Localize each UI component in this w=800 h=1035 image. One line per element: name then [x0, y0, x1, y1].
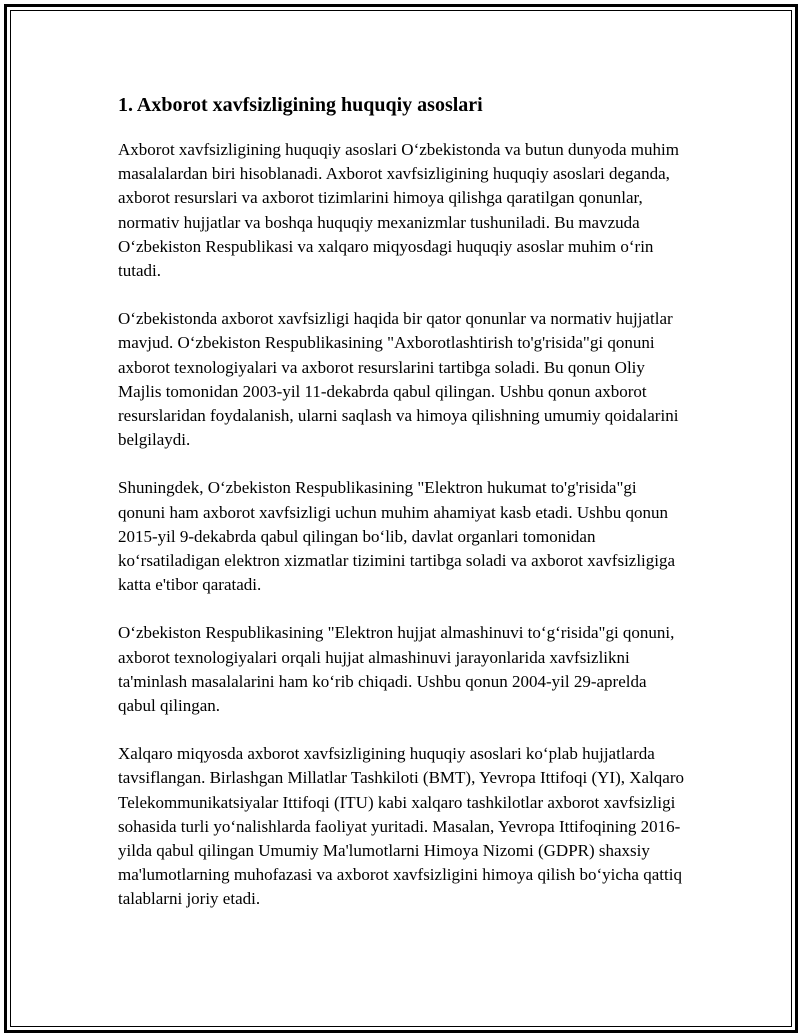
paragraph-e-document-law: O‘zbekiston Respublikasining "Elektron hujjat almashinuvi to‘g‘risida"gi qonuni, axborot texnologiyalari orqali hujjat almashinuvi jarayonlarida xavfsizlikni ta'minlash masalalarini ham ko‘rib chiqadi. Ushbu qonun 2004-yil 29-aprelda qabul qilingan. — [118, 623, 675, 716]
paragraph-international: Xalqaro miqyosda axborot xavfsizligining huquqiy asoslari ko‘plab hujjatlarda tavsiflangan. Birlashgan Millatlar Tashkiloti (BMT), Yevropa Ittifoqi (YI), Xalqaro Telekommunikatsiyalar Ittifoqi (ITU) kabi xalqaro tashkilotlar axborot xavfsizligi sohasida turli yo‘nalishlarda faoliyat yuritadi. Masalan, Yevropa Ittifoqining 2016-yilda qabul qilingan Umumiy Ma'lumotlarni Himoya Nizomi (GDPR) shaxsiy ma'lumotlarning muhofazasi va axborot xavfsizligini himoya qilish bo‘yicha qattiq talablarni joriy etadi. — [118, 744, 684, 909]
paragraph-intro: Axborot xavfsizligining huquqiy asoslari O‘zbekistonda va butun dunyoda muhim masalalardan biri hisoblanadi. Axborot xavfsizligining huquqiy asoslari deganda, axborot resurslari va axborot tizimlarini himoya qilishga qaratilgan qonunlar, normativ hujjatlar va boshqa huquqiy mexanizmlar tushuniladi. Bu mavzuda O‘zbekiston Respublikasi va xalqaro miqyosdagi huquqiy asoslar muhim o‘rin tutadi. — [118, 140, 679, 281]
paragraph-e-government-law: Shuningdek, O‘zbekiston Respublikasining "Elektron hukumat to'g'risida"gi qonuni ham axborot xavfsizligi uchun muhim ahamiyat kasb etadi. Ushbu qonun 2015-yil 9-dekabrda qabul qilingan bo‘lib, davlat organlari tomonidan ko‘rsatiladigan elektron xizmatlar tizimini tartibga soladi va axborot xavfsizligiga katta e'tibor qaratadi. — [118, 478, 676, 595]
document-body — [118, 92, 688, 936]
section-heading: 1. Axborot xavfsizligining huquqiy asoslari — [118, 94, 483, 116]
paragraph-national-laws: O‘zbekistonda axborot xavfsizligi haqida bir qator qonunlar va normativ hujjatlar mavjud. O‘zbekiston Respublikasining "Axborotlashtirish to'g'risida"gi qonuni axborot texnologiyalari va axborot resurslarini tartibga soladi. Bu qonun Oliy Majlis tomonidan 2003-yil 11-dekabrda qabul qilingan. Ushbu qonun axborot resurslaridan foydalanish, ularni saqlash va himoya qilishning umumiy qoidalarini belgilaydi. — [118, 309, 679, 450]
